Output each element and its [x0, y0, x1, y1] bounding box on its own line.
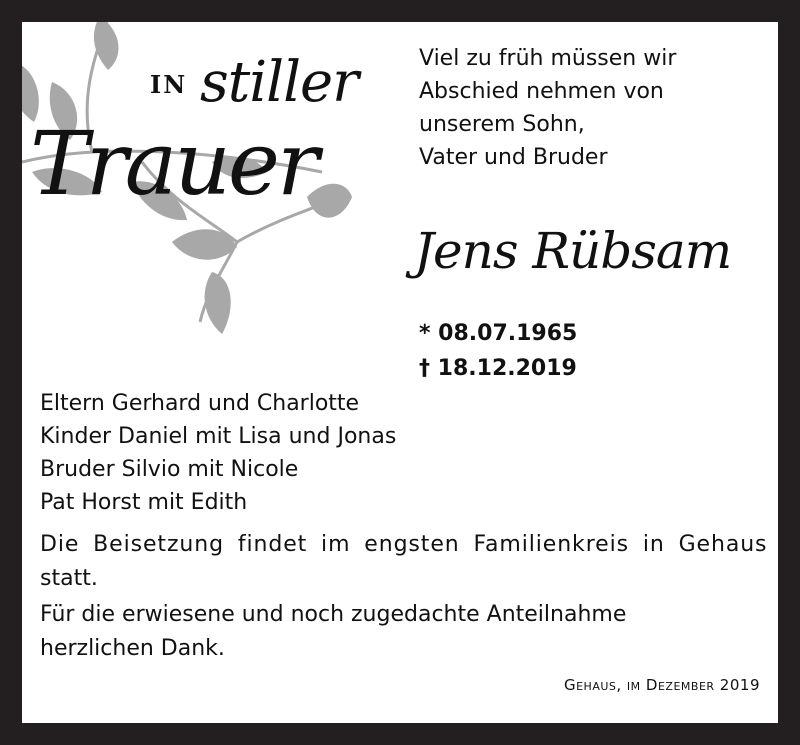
place-date: Gehaus, im Dezember 2019 — [563, 676, 760, 694]
intro-text — [419, 42, 676, 174]
intro-line: unserem Sohn, — [419, 112, 585, 137]
burial-line: statt. — [40, 566, 98, 591]
family-list — [40, 387, 396, 519]
intro-line: Abschied nehmen von — [419, 79, 664, 104]
thanks-line: herzlichen Dank. — [40, 636, 225, 661]
intro-line: Vater und Bruder — [419, 145, 608, 170]
thanks-line: Für die erwiesene und noch zugedachte Anteilnahme — [40, 602, 627, 627]
death-date: † 18.12.2019 — [419, 356, 577, 381]
family-line: Kinder Daniel mit Lisa und Jonas — [40, 424, 397, 449]
family-line: Bruder Silvio mit Nicole — [40, 457, 299, 482]
life-dates — [419, 316, 577, 386]
family-line: Pat Horst mit Edith — [40, 490, 248, 515]
burial-notice — [40, 528, 767, 596]
intro-line: Viel zu früh müssen wir — [419, 46, 677, 71]
family-line: Eltern Gerhard und Charlotte — [40, 391, 360, 416]
thanks-notice — [40, 598, 626, 666]
heading-in: IN — [150, 70, 188, 99]
birth-date: * 08.07.1965 — [419, 321, 578, 346]
heading-stiller: stiller — [200, 50, 358, 115]
obituary-card — [22, 22, 778, 723]
burial-line: Die Beisetzung findet im engsten Familienkreis in Gehaus — [40, 532, 768, 557]
heading-trauer: Trauer — [30, 112, 317, 215]
deceased-name: Jens Rübsam — [414, 222, 732, 280]
